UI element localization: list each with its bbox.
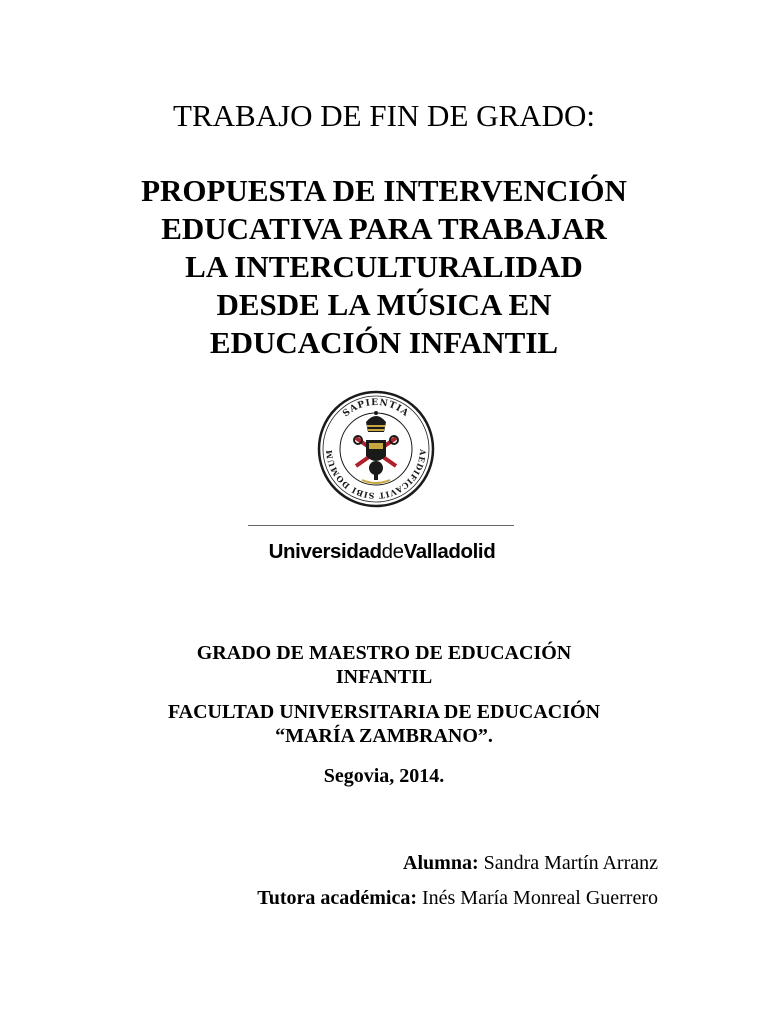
student-name: Sandra Martín Arranz <box>483 852 658 874</box>
tutor-credit <box>257 887 658 910</box>
tutor-name: Inés María Monreal Guerrero <box>421 887 658 909</box>
title-line: DESDE LA MÚSICA EN <box>216 287 552 322</box>
university-seal-icon <box>316 388 436 510</box>
document-type: TRABAJO DE FIN DE GRADO: <box>173 98 595 133</box>
faculty-line: “MARÍA ZAMBRANO”. <box>275 725 493 747</box>
title-line: PROPUESTA DE INTERVENCIÓN <box>141 173 627 208</box>
university-name-part3: Valladolid <box>403 540 496 563</box>
university-name-part1: Universidad <box>268 540 382 563</box>
logo-divider <box>248 525 514 526</box>
title-line: LA INTERCULTURALIDAD <box>185 249 583 284</box>
degree-line: GRADO DE MAESTRO DE EDUCACIÓN <box>196 642 572 664</box>
student-label: Alumna: <box>403 852 479 874</box>
faculty-line: FACULTAD UNIVERSITARIA DE EDUCACIÓN <box>167 701 601 723</box>
university-logo <box>248 388 516 568</box>
student-credit <box>403 852 658 875</box>
thesis-title <box>0 172 768 362</box>
seal-motto-top: SAPIENTIA <box>341 397 411 420</box>
title-line: EDUCACIÓN INFANTIL <box>209 325 559 360</box>
title-line: EDUCATIVA PARA TRABAJAR <box>161 211 607 246</box>
tutor-label: Tutora académica: <box>257 887 417 909</box>
place-date: Segovia, 2014. <box>323 765 445 787</box>
faculty <box>0 700 768 748</box>
university-name-part2: de <box>381 540 404 563</box>
degree-line: INFANTIL <box>335 666 433 688</box>
seal-motto-bottom: AEDIFICAVIT SIBI DOMUM <box>323 448 429 502</box>
degree <box>0 641 768 689</box>
university-name <box>248 540 516 564</box>
